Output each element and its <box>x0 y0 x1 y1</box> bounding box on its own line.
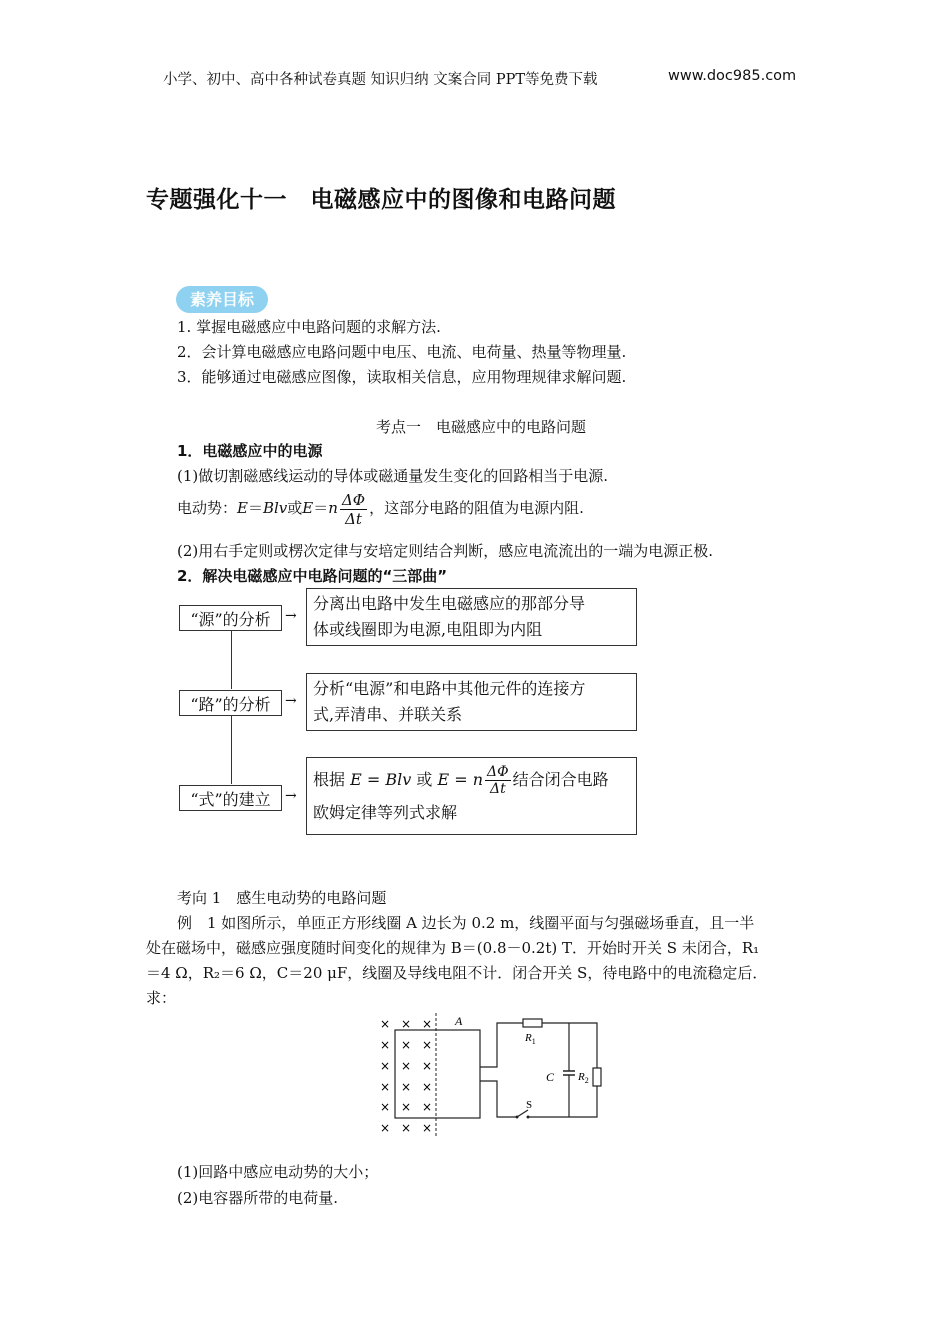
flow-eq-text-a: 根据 <box>313 770 346 789</box>
flow-eq-num: ΔΦ <box>487 764 509 780</box>
flow-box-circuit-line2: 式,弄清串、并联关系 <box>313 705 463 724</box>
flow-box-circuit <box>306 673 637 731</box>
label-R2-main: R <box>578 1071 585 1083</box>
emf-blv: Blv <box>262 499 288 517</box>
label-R2-sub: 2 <box>584 1076 589 1085</box>
emf-formula <box>177 490 584 528</box>
field-cross-3-1: × <box>400 1080 412 1094</box>
flow-label-equation: “式”的建立 <box>179 785 282 811</box>
switch-contact-right <box>527 1116 530 1119</box>
field-cross-4-0: × <box>379 1100 391 1114</box>
field-cross-1-2: × <box>421 1038 433 1052</box>
flow-connector-2 <box>231 715 232 784</box>
example-line-2: 处在磁场中，磁感应强度随时间变化的规律为 B＝(0.8－0.2t) T．开始时开关 S 未闭合，R₁ <box>146 939 760 957</box>
field-cross-1-1: × <box>400 1038 412 1052</box>
question-2: (2)电容器所带的电荷量. <box>177 1189 339 1207</box>
point1-heading: 1．电磁感应中的电源 <box>177 442 323 460</box>
field-cross-0-1: × <box>400 1017 412 1031</box>
emf-n: n <box>328 499 338 517</box>
emf-den: Δt <box>345 509 362 528</box>
field-cross-5-1: × <box>400 1121 412 1135</box>
flow-box-equation-line1 <box>313 760 630 800</box>
question-1: (1)回路中感应电动势的大小； <box>177 1163 379 1181</box>
section-title: 考点一 电磁感应中的电路问题 <box>376 418 587 436</box>
resistor-R1 <box>523 1019 542 1027</box>
flow-box-equation-line2: 欧姆定律等列式求解 <box>313 803 458 822</box>
field-cross-1-0: × <box>379 1038 391 1052</box>
emf-eq1: ＝ <box>247 499 263 517</box>
switch-S[interactable] <box>517 1110 528 1117</box>
flow-box-source-line1: 分离出电路中发生电磁感应的那部分导 <box>313 594 586 613</box>
wire-bottom-left <box>480 1081 517 1117</box>
label-R2 <box>577 1071 589 1085</box>
header-left-text: 小学、初中、高中各种试卷真题 知识归纳 文案合同 PPT等免费下载 <box>163 72 598 88</box>
flow-eq-blv: E = Blv <box>350 770 412 789</box>
field-cross-4-2: × <box>421 1100 433 1114</box>
flow-eq-den: Δt <box>489 781 506 797</box>
flow-eq-or: 或 <box>416 770 433 789</box>
wire-bottom-right <box>528 1086 597 1117</box>
field-cross-3-2: × <box>421 1080 433 1094</box>
emf-num: ΔΦ <box>341 490 366 509</box>
label-R1-main: R <box>525 1032 532 1044</box>
flow-box-equation <box>306 757 637 835</box>
emf-fraction <box>340 491 367 528</box>
flow-connector-1 <box>231 630 232 689</box>
emf-e1: E <box>237 499 248 517</box>
goals-badge: 素养目标 <box>176 286 268 313</box>
emf-or: 或 <box>287 499 303 517</box>
point2-heading: 2．解决电磁感应中电路问题的“三部曲” <box>177 567 448 585</box>
switch-contact-left <box>516 1116 519 1119</box>
example-line-1: 例 1 如图所示，单匝正方形线圈 A 边长为 0.2 m，线圈平面与匀强磁场垂直，且一半 <box>177 914 755 932</box>
example-line-3: ＝4 Ω，R₂＝6 Ω，C＝20 μF，线圈及导线电阻不计．闭合开关 S，待电路中的电流稳定后． <box>146 964 768 982</box>
goal-item-3: 3．能够通过电磁感应图像，读取相关信息，应用物理规律求解问题. <box>177 368 627 386</box>
field-cross-5-0: × <box>379 1121 391 1135</box>
flow-eq-text-e: 结合闭合电路 <box>512 770 609 789</box>
resistor-R2 <box>593 1068 601 1086</box>
emf-prefix: 电动势： <box>177 499 238 517</box>
circuit-figure <box>370 1010 610 1140</box>
flow-label-circuit: “路”的分析 <box>179 690 282 716</box>
label-R1 <box>524 1032 536 1046</box>
direction-heading: 考向 1 感生电动势的电路问题 <box>177 889 387 907</box>
label-S: S <box>526 1099 533 1111</box>
page-title: 专题强化十一 电磁感应中的图像和电路问题 <box>146 187 616 213</box>
label-R1-sub: 1 <box>531 1037 536 1046</box>
example-line-4: 求： <box>146 989 177 1007</box>
flow-eq-en: E = n <box>437 770 484 789</box>
emf-eq2: ＝ <box>313 499 329 517</box>
flow-arrow-3: → <box>285 788 297 804</box>
field-cross-2-2: × <box>421 1059 433 1073</box>
field-cross-3-0: × <box>379 1080 391 1094</box>
emf-e2: E <box>302 499 314 517</box>
goal-item-2: 2．会计算电磁感应电路问题中电压、电流、电荷量、热量等物理量. <box>177 343 627 361</box>
field-cross-0-0: × <box>379 1017 391 1031</box>
field-cross-0-2: × <box>421 1017 433 1031</box>
field-cross-5-2: × <box>421 1121 433 1135</box>
flow-label-source: “源”的分析 <box>179 605 282 631</box>
header-url[interactable]: www.doc985.com <box>668 68 797 84</box>
label-C: C <box>546 1070 555 1084</box>
emf-suffix: ，这部分电路的阻值为电源内阻. <box>369 499 584 517</box>
flow-arrow-2: → <box>285 693 297 709</box>
flow-box-source <box>306 588 637 646</box>
coil-label: A <box>455 1014 463 1028</box>
field-cross-2-0: × <box>379 1059 391 1073</box>
goal-item-1: 1. 掌握电磁感应中电路问题的求解方法. <box>177 318 441 336</box>
field-cross-2-1: × <box>400 1059 412 1073</box>
flow-eq-fraction <box>485 764 511 797</box>
flow-box-circuit-line1: 分析“电源”和电路中其他元件的连接方 <box>313 679 586 698</box>
wire-top <box>480 1023 523 1067</box>
point1-item1: (1)做切割磁感线运动的导体或磁通量发生变化的回路相当于电源. <box>177 467 609 485</box>
point1-item2: (2)用右手定则或楞次定律与安培定则结合判断，感应电流流出的一端为电源正极. <box>177 542 714 560</box>
field-cross-4-1: × <box>400 1100 412 1114</box>
flow-arrow-1: → <box>285 608 297 624</box>
magnetic-field-crosses <box>380 1017 432 1135</box>
flow-box-source-line2: 体或线圈即为电源,电阻即为内阻 <box>313 620 543 639</box>
